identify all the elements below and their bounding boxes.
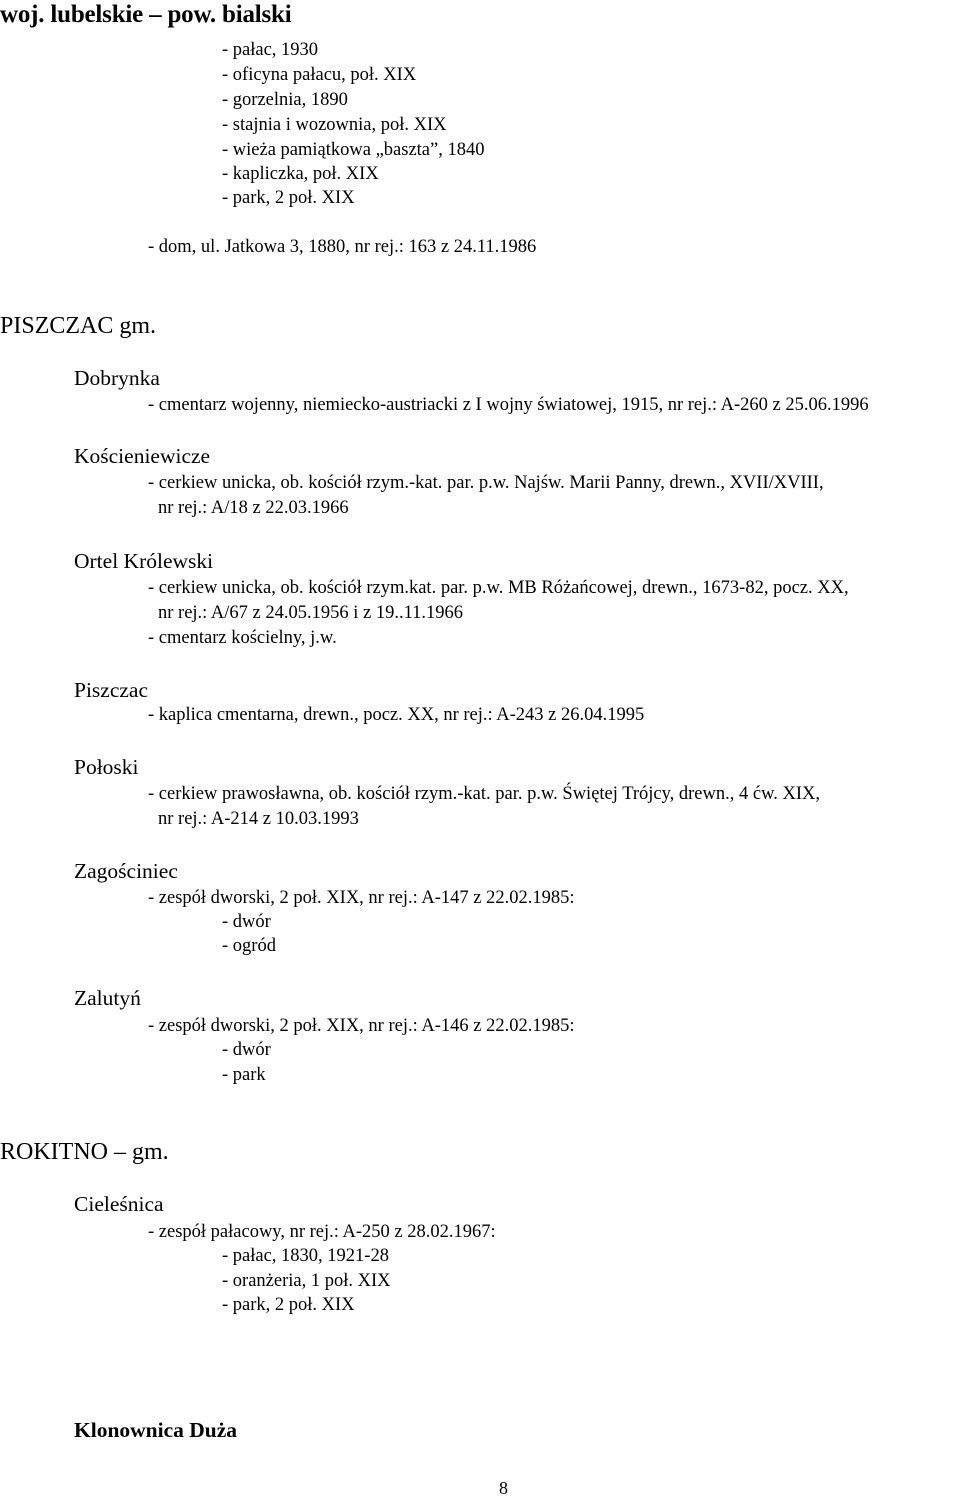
list-item: - oficyna pałacu, poł. XIX (222, 65, 417, 85)
list-item: - pałac, 1930 (222, 40, 319, 60)
list-item: - gorzelnia, 1890 (222, 90, 348, 110)
page-header: woj. lubelskie – pow. bialski (0, 1, 292, 28)
list-item: - dwór (222, 1040, 271, 1060)
gmina-heading: ROKITNO – gm. (0, 1139, 169, 1165)
list-item: nr rej.: A-214 z 10.03.1993 (158, 809, 359, 829)
list-item: - park, 2 poł. XIX (222, 188, 355, 208)
locality-heading: Zagościniec (74, 859, 178, 883)
list-item: nr rej.: A/67 z 24.05.1956 i z 19..11.1966 (158, 603, 464, 623)
gmina-heading: PISZCZAC gm. (0, 313, 157, 339)
list-item: - ogród (222, 936, 276, 956)
list-item: - park, 2 poł. XIX (222, 1295, 355, 1315)
list-item: - cmentarz wojenny, niemiecko-austriacki z I wojny światowej, 1915, nr rej.: A-260 z 25.06.1996 (148, 395, 869, 415)
list-item: - kaplica cmentarna, drewn., pocz. XX, nr rej.: A-243 z 26.04.1995 (148, 705, 645, 725)
list-item: - wieża pamiątkowa „baszta”, 1840 (222, 140, 485, 160)
list-item: - cerkiew unicka, ob. kościół rzym.kat. par. p.w. MB Różańcowej, drewn., 1673-82, pocz. XX, (148, 578, 849, 598)
list-item: - oranżeria, 1 poł. XIX (222, 1271, 391, 1291)
list-item: - cmentarz kościelny, j.w. (148, 628, 337, 648)
locality-heading: Piszczac (74, 678, 149, 702)
list-item: - cerkiew unicka, ob. kościół rzym.-kat. par. p.w. Najśw. Marii Panny, drewn., XVII/XVIII, (148, 473, 824, 493)
list-item: - stajnia i wozownia, poł. XIX (222, 115, 447, 135)
list-item: - park (222, 1065, 266, 1085)
locality-heading: Klonownica Duża (74, 1418, 238, 1442)
locality-heading: Zalutyń (74, 986, 141, 1010)
list-item: - zespół dworski, 2 poł. XIX, nr rej.: A-146 z 22.02.1985: (148, 1016, 575, 1036)
locality-heading: Kościeniewicze (74, 444, 211, 468)
list-item: - cerkiew prawosławna, ob. kościół rzym.-kat. par. p.w. Świętej Trójcy, drewn., 4 ćw. XIX, (148, 784, 821, 804)
locality-heading: Połoski (74, 755, 139, 779)
list-item: - zespół dworski, 2 poł. XIX, nr rej.: A-147 z 22.02.1985: (148, 888, 575, 908)
locality-heading: Ortel Królewski (74, 549, 214, 573)
locality-heading: Cieleśnica (74, 1192, 164, 1216)
list-item: nr rej.: A/18 z 22.03.1966 (158, 498, 349, 518)
locality-heading: Dobrynka (74, 366, 160, 390)
list-item: - pałac, 1830, 1921-28 (222, 1246, 389, 1266)
list-item: - dwór (222, 912, 271, 932)
list-item: - zespół pałacowy, nr rej.: A-250 z 28.02.1967: (148, 1222, 496, 1242)
list-item: - dom, ul. Jatkowa 3, 1880, nr rej.: 163 z 24.11.1986 (148, 237, 537, 257)
list-item: - kapliczka, poł. XIX (222, 164, 379, 184)
page-number: 8 (499, 1478, 508, 1498)
